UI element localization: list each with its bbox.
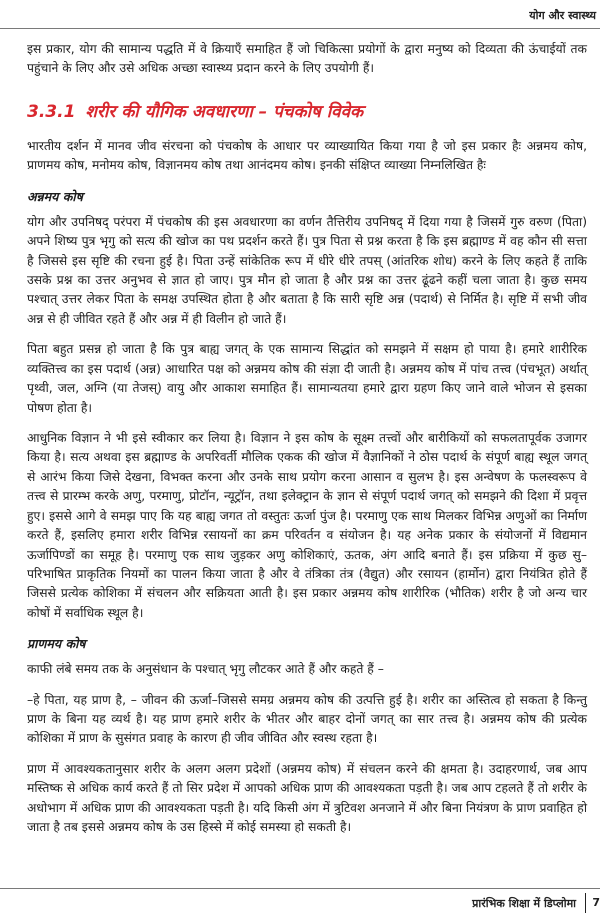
pranamaya-heading: प्राणमय कोष bbox=[27, 636, 86, 652]
footer-rule bbox=[0, 888, 600, 889]
footer-course-label: प्रारंभिक शिक्षा में डिप्लोमा bbox=[472, 897, 576, 910]
annamaya-paragraph-2: पिता बहुत प्रसन्न हो जाता है कि पुत्र बाह्य जगत् के एक सामान्य सिद्धांत को समझने में सक्षम हो पाया है। हमारे शारीरिक व्यक्तित्त्व का इस पदार्थ (अन्न) आधारित पक्ष को अन्नमय कोष की संज्ञा दी जाती है। अन्नमय कोष में पांच तत्त्व (पंचभूत) अर्थात् पृथ्वी, जल, अग्नि (या तेजस्) वायु और आकाश समाहित हैं। सामान्यतया हमारे द्वारा ग्रहण किए जाने वाले भोजन से इसका पोषण होता है। bbox=[27, 342, 587, 415]
page-footer bbox=[0, 876, 600, 916]
running-title: योग और स्वास्थ्य bbox=[529, 9, 596, 22]
annamaya-paragraph-3: आधुनिक विज्ञान ने भी इसे स्वीकार कर लिया है। विज्ञान ने इस कोष के सूक्ष्म तत्त्वों और बारीकियों को सफलतापूर्वक उजागर किया है। सत्य अथवा इस ब्रह्माण्ड के अपरिवर्ती मौलिक एकक की खोज में वैज्ञानिकों ने ठोस पदार्थ के संपूर्ण बाह्य स्थूल जगत् से आरंभ किया जिसे देखना, विभक्त करना और उनके साथ प्रयोग करना आसान व सुलभ है। इस अन्वेषण के फलस्वरूप वे तत्त्व से प्रारम्भ करके अणु, परमाणु, प्रोटॉन, न्यूट्रॉन, तथा इलेक्ट्रान के ज्ञान से संपूर्ण पदार्थ जगत् को समझने की दिशा में प्रवृत्त हुए। इससे आगे वे समझ पाए कि यह बाह्य जगत तो वस्तुतः ऊर्जा पुंज है। परमाणु एक साथ मिलकर विभिन्न अणुओं का निर्माण करते हैं, इसलिए हमारा शरीर विभिन्न रसायनों का क्रम परिवर्तन व संयोजन है। यह अनेक प्रकार के संयोजनों में विद्यमान ऊर्जापिण्डों का समूह है। परमाणु एक साथ जुड़कर अणु कोशिकाएं, ऊतक, अंग आदि बनाते हैं। इस प्रक्रिया में कुछ सु–परिभाषित प्राकृतिक नियमों का पालन किया जाता है और वे तंत्रिका तंत्र (वैद्युत) और रसायन (हार्मोन) द्वारा नियंत्रित होते हैं जिससे प्रत्येक कोशिका में संचलन और सक्रियता आती है। इस प्रकार अन्नमय कोष शारीरिक (भौतिक) शरीर है जो अन्य चार कोषों में सर्वाधिक स्थूल है। bbox=[27, 431, 587, 620]
annamaya-paragraph-1: योग और उपनिषद् परंपरा में पंचकोष की इस अवधारणा का वर्णन तैत्तिरीय उपनिषद् में दिया गया है जिसमें गुरु वरुण (पिता) अपने शिष्य पुत्र भृगु को सत्य की खोज का पथ प्रदर्शन करते हैं। पुत्र पिता से प्रश्न करता है कि इस ब्रह्माण्ड में वह कौन सी सत्ता है जिससे इस सृष्टि की रचना हुई है। पिता उन्हें सांकेतिक रूप में धीरे धीरे तपस् (आंतरिक शोध) करने के लिए कहते हैं ताकि उसके प्रश्न का उत्तर अनुभव से ज्ञात हो जाए। पुत्र मौन हो जाता है और प्रश्न का उत्तर ढूंढने कहीं चला जाता है। कुछ समय पश्चात् उत्तर लेकर पिता के समक्ष उपस्थित होता है और बताता है कि सारी सृष्टि अन्न (पदार्थ) से निर्मित है। सृष्टि में सभी जीव अन्न से ही जीवित रहते हैं और अन्न में ही विलीन हो जाते हैं। bbox=[27, 214, 587, 326]
section-title: शरीर की यौगिक अवधारणा – पंचकोष विवेक bbox=[85, 101, 364, 122]
annamaya-heading: अन्नमय कोष bbox=[27, 188, 83, 204]
section-heading bbox=[27, 101, 587, 123]
page-content bbox=[27, 40, 587, 849]
pranamaya-paragraph-3: प्राण में आवश्यकतानुसार शरीर के अलग अलग प्रदेशों (अन्नमय कोष) में संचलन करने की क्षमता है। उदाहरणार्थ, जब आप मस्तिष्क से अधिक कार्य करते हैं तो सिर प्रदेश में आपको अधिक प्राण की आवश्यकता पड़ती है। जब आप टहलते हैं तो शरीर के अधोभाग में अधिक प्राण की आवश्यकता पड़ती है। यदि किसी अंग में त्रुटिवश अनजाने में और बिना नियंत्रण के प्राण प्रवाहित हो जाता है तब इससे अन्नमय कोष के उस हिस्से में कोई समस्या हो सकती है। bbox=[27, 761, 587, 835]
footer-separator bbox=[585, 893, 586, 913]
page-number: 7 bbox=[592, 896, 600, 909]
pranamaya-paragraph-1: काफी लंबे समय तक के अनुसंधान के पश्चात् भृगु लौटकर आते हैं और कहते हैं – bbox=[27, 662, 384, 677]
header-rule bbox=[0, 28, 600, 29]
section-intro-paragraph: भारतीय दर्शन में मानव जीव संरचना को पंचकोष के आधार पर व्याख्यायित किया गया है जो इस प्रकार हैः अन्नमय कोष, प्राणमय कोष, मनोमय कोष, विज्ञानमय कोष तथा आनंदमय कोष। इनकी संक्षिप्त व्याख्या निम्नलिखित हैः bbox=[27, 138, 587, 173]
running-header bbox=[0, 0, 600, 30]
pranamaya-paragraph-2: –हे पिता, यह प्राण है, – जीवन की ऊर्जा–जिससे समग्र अन्नमय कोष की उत्पत्ति हुई है। शरीर का अस्तित्व हो सकता है किन्तु प्राण के बिना यह व्यर्थ है। यह प्राण हमारे शरीर के भीतर और बाहर दोनों जगत् का सार तत्त्व है। अन्नमय कोष की प्रत्येक कोशिका में प्राण के सुसंगत प्रवाह के कारण ही जीव जीवित और स्वस्थ रहता है। bbox=[27, 692, 587, 746]
intro-paragraph: इस प्रकार, योग की सामान्य पद्धति में वे क्रियाएँ समाहित हैं जो चिकित्सा प्रयोगों के द्वारा मनुष्य को दिव्यता की ऊंचाईयों तक पहुंचाने के लिए और उसे अधिक अच्छा स्वास्थ्य प्रदान करने के लिए उपयोगी हैं। bbox=[27, 42, 587, 76]
section-number: 3.3.1 bbox=[27, 101, 76, 122]
